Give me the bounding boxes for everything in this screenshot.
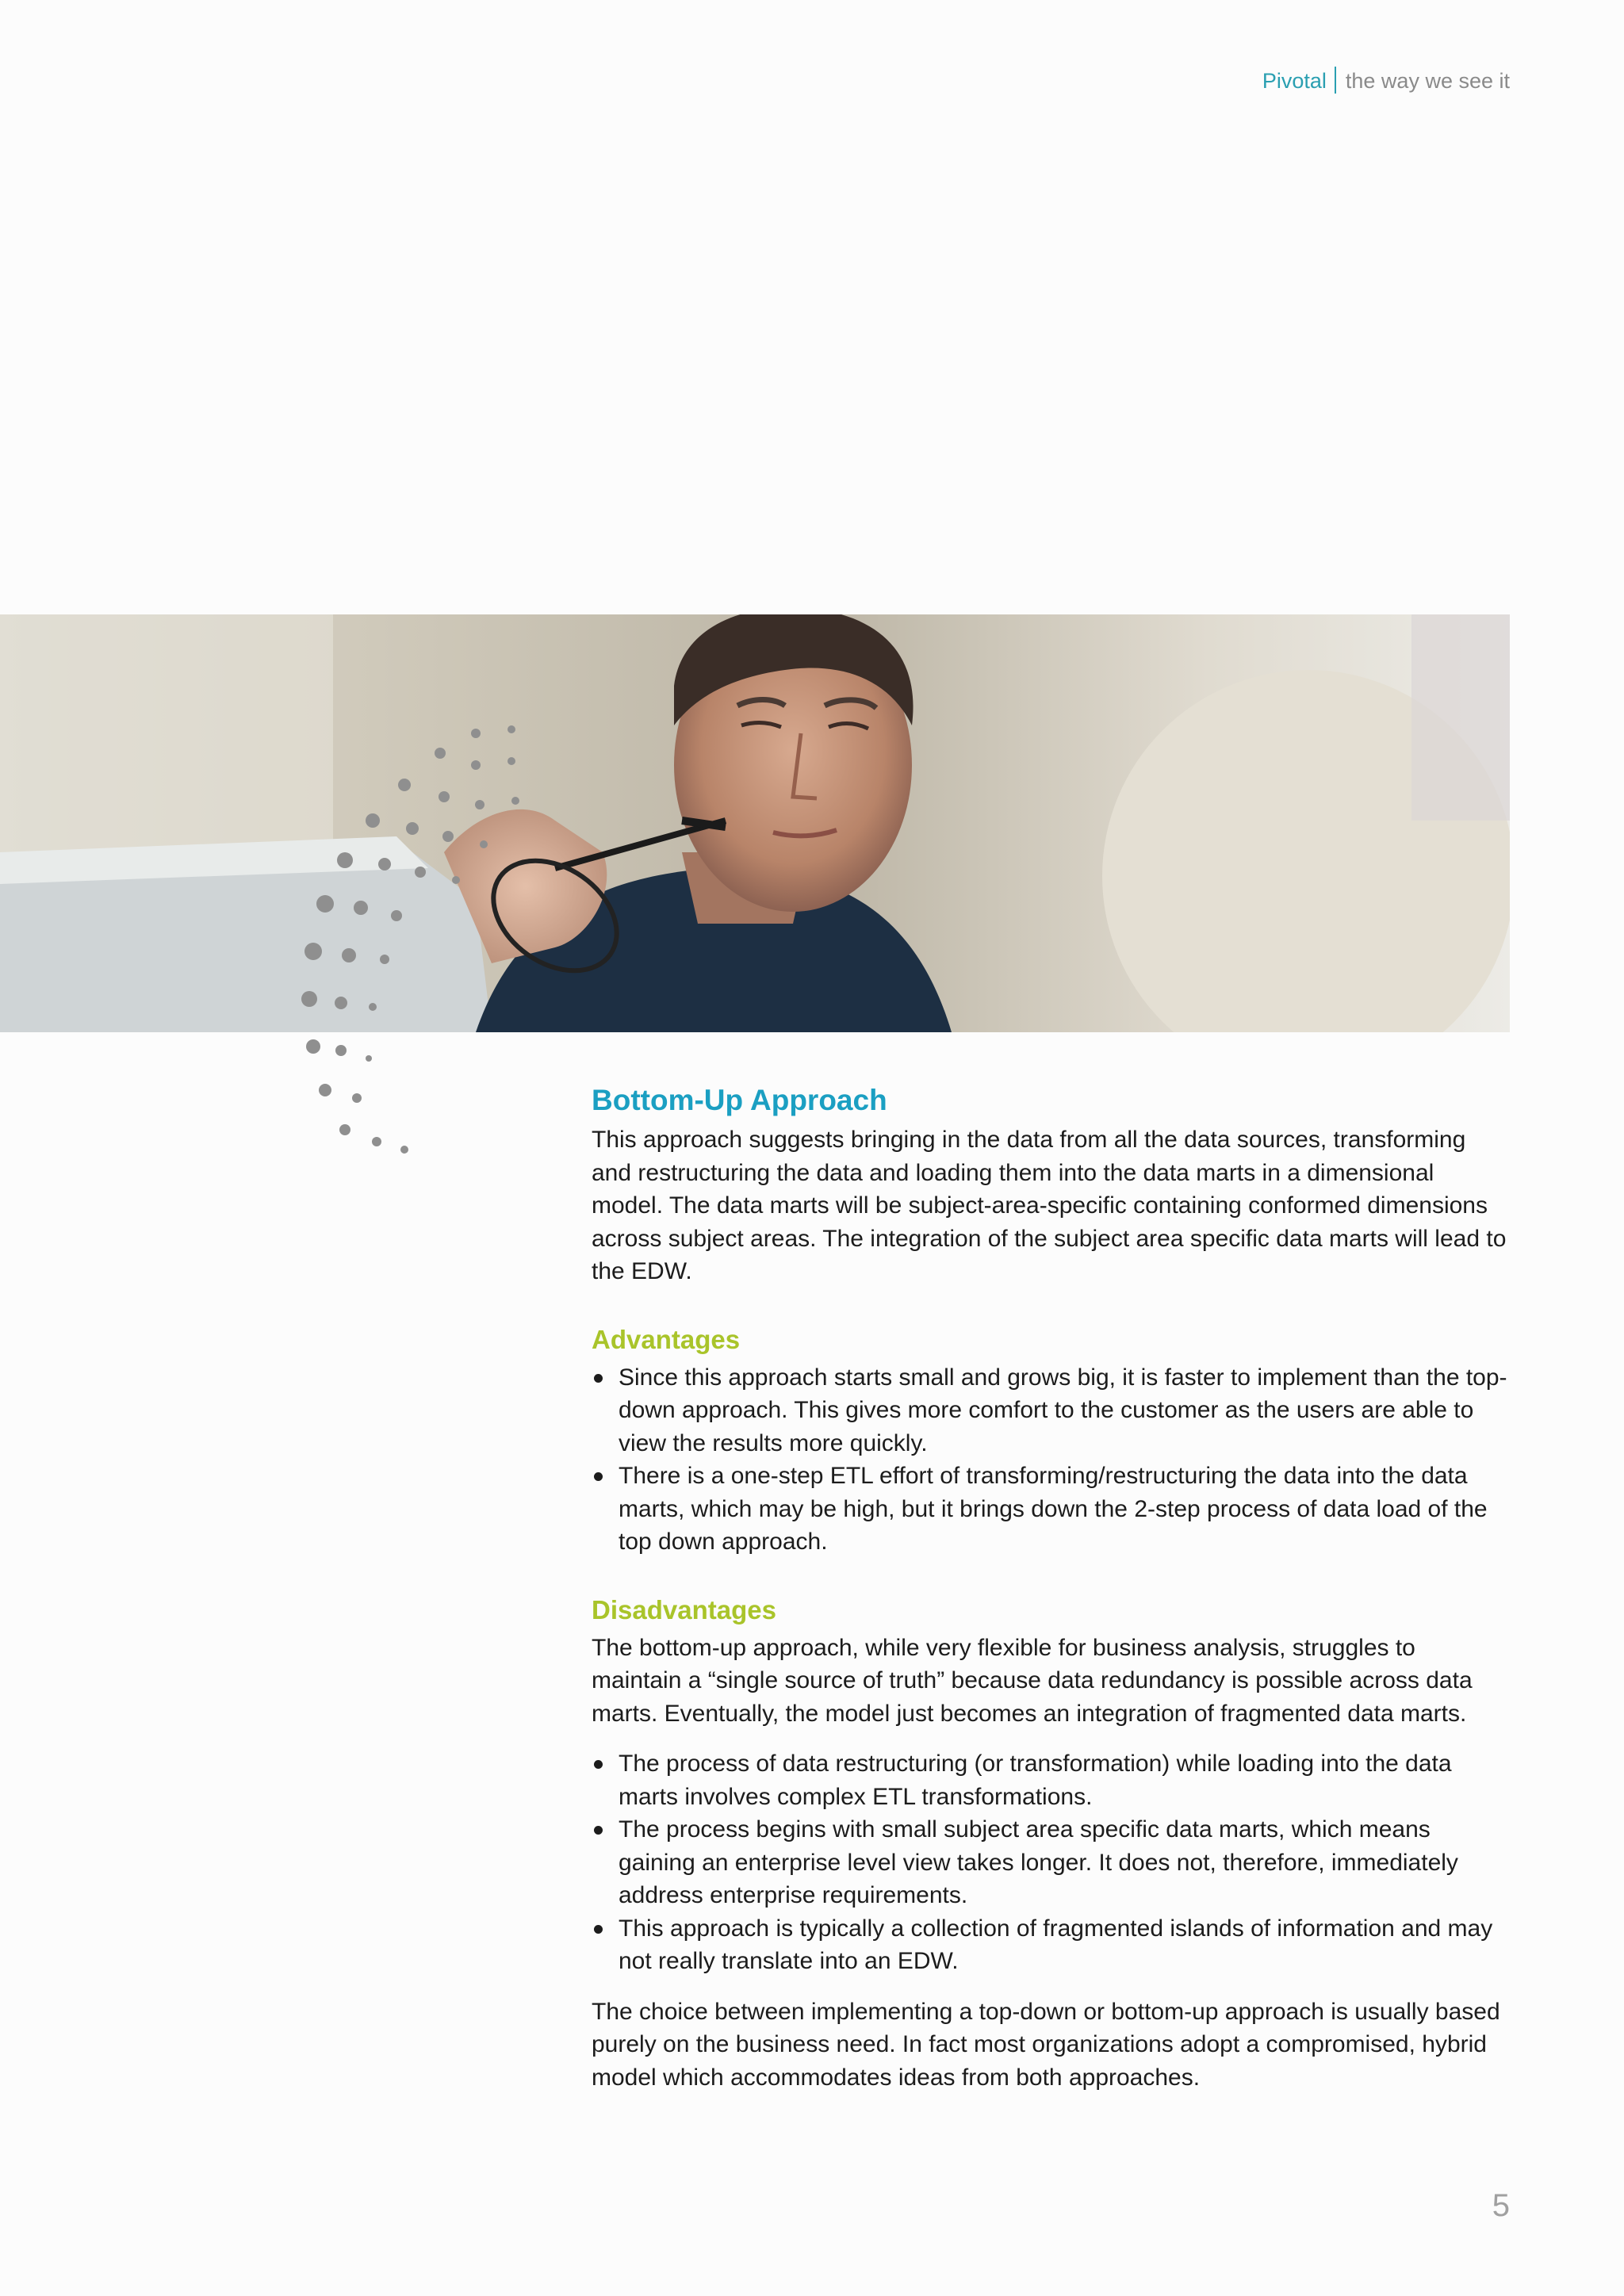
page-header bbox=[1262, 67, 1510, 94]
page-number: 5 bbox=[1492, 2188, 1510, 2223]
brand-name: Pivotal bbox=[1262, 69, 1327, 93]
list-item: Since this approach starts small and grows big, it is faster to implement than the top-down approach. This gives more comfort to the customer as the users are able to view the results more quickly. bbox=[592, 1361, 1511, 1460]
hero-photo bbox=[0, 614, 1510, 1032]
disadvantages-title: Disadvantages bbox=[592, 1594, 776, 1624]
list-item: This approach is typically a collection of fragmented islands of information and may not really translate into an EDW. bbox=[592, 1912, 1511, 1978]
dot-spiral-graphic bbox=[285, 718, 523, 1161]
section-title: Bottom-Up Approach bbox=[592, 1084, 887, 1116]
disadvantages-list bbox=[592, 1747, 1511, 1978]
advantages-list bbox=[592, 1361, 1511, 1559]
brand-tagline: the way we see it bbox=[1345, 69, 1510, 93]
conclusion-paragraph: The choice between implementing a top-down or bottom-up approach is usually based purely on the business need. In fact most organizations adopt a compromised, hybrid model which accommodates ideas from both approaches. bbox=[592, 1998, 1500, 2091]
list-item: There is a one-step ETL effort of transforming/restructuring the data into the data marts, which may be high, but it brings down the 2-step process of data load of the top down approach. bbox=[592, 1460, 1511, 1559]
man-with-glasses-photo bbox=[0, 614, 1510, 1032]
advantages-title: Advantages bbox=[592, 1324, 741, 1354]
disadvantages-intro: The bottom-up approach, while very flexible for business analysis, struggles to maintain a “single source of truth” because data redundancy is possible across data marts. Eventually, the model just becomes an integration of fragmented data marts. bbox=[592, 1634, 1473, 1727]
list-item: The process of data restructuring (or transformation) while loading into the data marts involves complex ETL transformations. bbox=[592, 1747, 1511, 1813]
section-intro: This approach suggests bringing in the data from all the data sources, transforming and restructuring the data and loading them into the data marts in a dimensional model. The data marts will be subject-area-specific containing conformed dimensions across subject areas. The integration of the subject area specific data marts will lead to the EDW. bbox=[592, 1127, 1507, 1284]
header-separator bbox=[1335, 67, 1336, 94]
list-item: The process begins with small subject area specific data marts, which means gaining an enterprise level view takes longer. It does not, therefore, immediately address enterprise requirements. bbox=[592, 1813, 1511, 1912]
main-content bbox=[592, 1082, 1511, 2094]
